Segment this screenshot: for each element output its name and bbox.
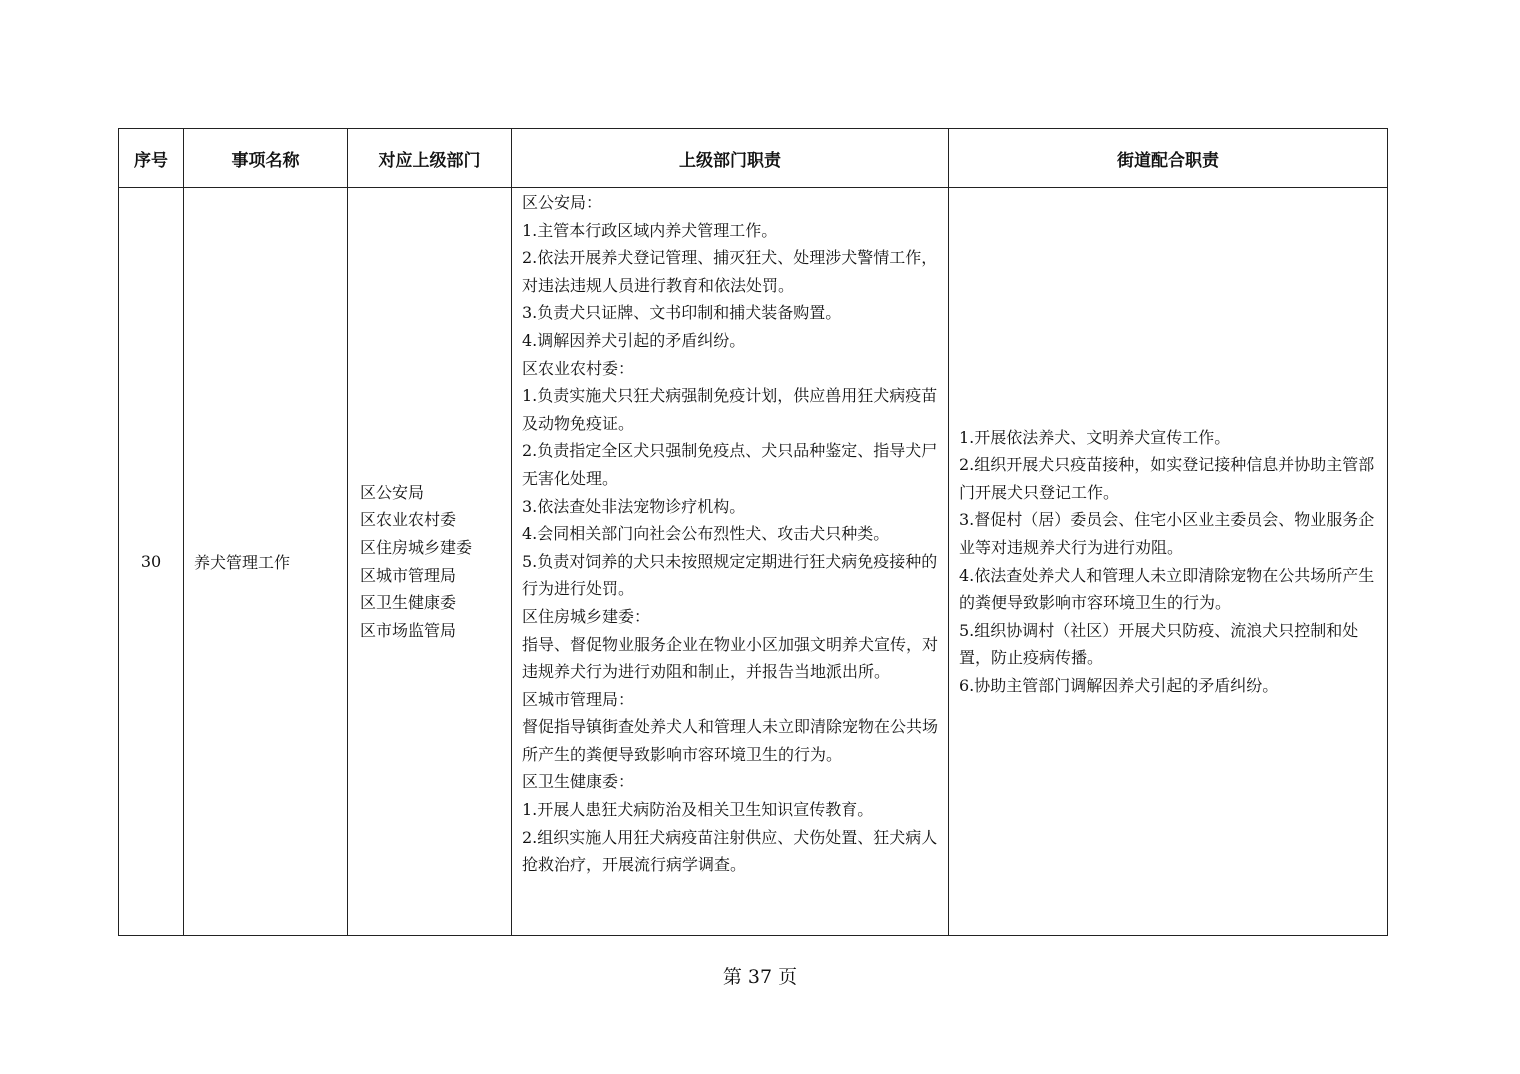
header-superior-department: 对应上级部门 — [348, 129, 512, 188]
header-number: 序号 — [119, 129, 184, 188]
duty-line: 4.会同相关部门向社会公布烈性犬、攻击犬只种类。 — [522, 524, 890, 544]
duty-table — [118, 128, 1388, 936]
duty-line: 3.负责犬只证牌、文书印制和捕犬装备购置。 — [522, 303, 842, 323]
street-duty-line: 5.组织协调村（社区）开展犬只防疫、流浪犬只控制和处置，防止疫病传播。 — [959, 620, 1359, 668]
duty-line: 5.负责对饲养的犬只未按照规定定期进行狂犬病免疫接种的行为进行处罚。 — [522, 551, 938, 599]
duty-line: 3.依法查处非法宠物诊疗机构。 — [522, 496, 746, 516]
street-duty-line: 1.开展依法养犬、文明养犬宣传工作。 — [959, 427, 1231, 447]
duty-line: 区卫生健康委： — [522, 772, 635, 792]
header-item-name: 事项名称 — [184, 129, 348, 188]
table-row — [119, 188, 1388, 936]
street-duty-line: 3.督促村（居）委员会、住宅小区业主委员会、物业服务企业等对违规养犬行为进行劝阻。 — [959, 510, 1375, 557]
department-line: 区卫生健康委 — [360, 593, 457, 613]
duty-line: 2.组织实施人用狂犬病疫苗注射供应、犬伤处置、狂犬病人抢救治疗，开展流行病学调查。 — [522, 827, 938, 875]
department-line: 区市场监管局 — [360, 620, 457, 640]
street-duty-line: 4.依法查处养犬人和管理人未立即清除宠物在公共场所产生的粪便导致影响市容环境卫生的行为。 — [959, 565, 1375, 613]
header-street-duties: 街道配合职责 — [949, 129, 1388, 188]
row-departments — [348, 188, 512, 936]
row-superior-duties — [512, 188, 949, 936]
duty-line: 区住房城乡建委： — [522, 606, 651, 626]
page-number: 第 37 页 — [722, 966, 798, 988]
header-superior-duties: 上级部门职责 — [512, 129, 949, 188]
department-line: 区农业农村委 — [360, 510, 457, 530]
duty-line: 1.负责实施犬只狂犬病强制免疫计划，供应兽用狂犬病疫苗及动物免疫证。 — [522, 386, 938, 433]
duty-line: 4.调解因养犬引起的矛盾纠纷。 — [522, 330, 746, 350]
duty-line: 区公安局： — [522, 193, 603, 212]
department-line: 区公安局 — [360, 482, 425, 502]
row-item-name: 养犬管理工作 — [184, 188, 348, 936]
department-line: 区住房城乡建委 — [360, 537, 473, 557]
duty-line: 2.依法开展养犬登记管理、捕灭狂犬、处理涉犬警情工作，对违法违规人员进行教育和依法处罚。 — [522, 248, 938, 295]
row-number: 30 — [119, 188, 184, 936]
duty-line: 督促指导镇街查处养犬人和管理人未立即清除宠物在公共场所产生的粪便导致影响市容环境卫生的行为。 — [522, 717, 939, 764]
street-duty-line: 2.组织开展犬只疫苗接种，如实登记接种信息并协助主管部门开展犬只登记工作。 — [959, 455, 1375, 502]
department-line: 区城市管理局 — [360, 565, 457, 585]
table-header-row — [119, 129, 1388, 188]
street-duty-line: 6.协助主管部门调解因养犬引起的矛盾纠纷。 — [959, 675, 1279, 695]
duty-line: 2.负责指定全区犬只强制免疫点、犬只品种鉴定、指导犬尸无害化处理。 — [522, 441, 938, 488]
duty-line: 区农业农村委： — [522, 358, 635, 378]
row-street-duties — [949, 188, 1388, 936]
duty-line: 区城市管理局： — [522, 689, 635, 709]
duty-line: 1.开展人患狂犬病防治及相关卫生知识宣传教育。 — [522, 800, 874, 820]
duty-line: 指导、督促物业服务企业在物业小区加强文明养犬宣传，对违规养犬行为进行劝阻和制止，并报告当地派出所。 — [522, 634, 939, 682]
duty-line: 1.主管本行政区域内养犬管理工作。 — [522, 220, 778, 240]
